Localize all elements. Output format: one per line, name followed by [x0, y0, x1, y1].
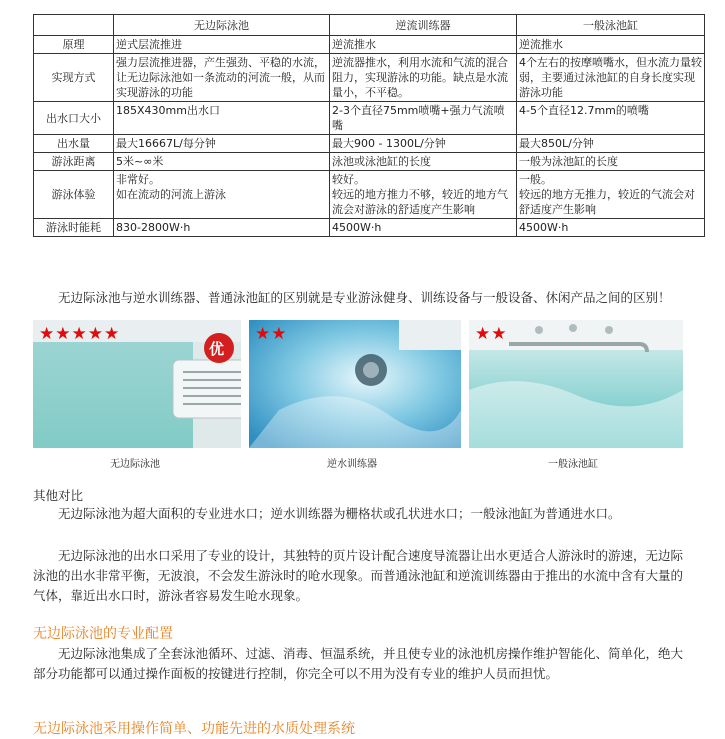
table-row — [34, 102, 705, 135]
table-header-row — [34, 15, 705, 36]
table-row — [34, 219, 705, 237]
table-cell: 逆流推水 — [330, 36, 517, 54]
table-cell: 较好。 较远的地方推力不够，较近的地方气流会对游泳的舒适度产生影响 — [330, 171, 517, 219]
table-cell: 逆式层流推进 — [114, 36, 330, 54]
table-cell: 最大16667L/每分钟 — [114, 135, 330, 153]
rating-stars: ★★ — [475, 324, 508, 344]
table-cell: 4-5个直径12.7mm的喷嘴 — [517, 102, 705, 135]
table-cell: 4个左右的按摩喷嘴水，但水流力量较弱，主要通过泳池缸的自身长度实现游泳功能 — [517, 54, 705, 102]
table-cell: 4500W·h — [330, 219, 517, 237]
table-cell: 最大900 - 1300L/分钟 — [330, 135, 517, 153]
table-cell: 2-3个直径75mm喷嘴+强力气流喷嘴 — [330, 102, 517, 135]
row-label: 出水口大小 — [34, 102, 114, 135]
table-cell: 非常好。 如在流动的河流上游泳 — [114, 171, 330, 219]
table-cell: 一般为泳池缸的长度 — [517, 153, 705, 171]
table-row — [34, 135, 705, 153]
table-cell: 4500W·h — [517, 219, 705, 237]
other-paragraph-1: 无边际泳池为超大面积的专业进水口；逆水训练器为栅格状或孔状进水口；一般泳池缸为普通进水口。 — [58, 506, 621, 521]
header-cell: 逆流训练器 — [330, 15, 517, 36]
comparison-table — [33, 14, 705, 237]
table-cell: 逆流器推水，利用水流和气流的混合阻力，实现游泳的功能。缺点是水流量小，不平稳。 — [330, 54, 517, 102]
table-cell: 最大850L/分钟 — [517, 135, 705, 153]
row-label: 出水量 — [34, 135, 114, 153]
counterflow-trainer-photo — [249, 320, 461, 448]
table-cell: 一般。 较远的地方无推力，较近的气流会对舒适度产生影响 — [517, 171, 705, 219]
comparison-photos — [33, 320, 683, 450]
table-cell: 5米~∞米 — [114, 153, 330, 171]
table-cell: 830-2800W·h — [114, 219, 330, 237]
row-label: 原理 — [34, 36, 114, 54]
row-label: 游泳体验 — [34, 171, 114, 219]
table-row — [34, 171, 705, 219]
best-badge: 优 — [209, 340, 225, 358]
infinity-pool-photo — [33, 320, 241, 448]
table-cell: 泳池或泳池缸的长度 — [330, 153, 517, 171]
photo-caption: 逆水训练器 — [327, 459, 377, 470]
intro-paragraph: 无边际泳池与逆水训练器、普通泳池缸的区别就是专业游泳健身、训练设备与一般设备、休闲产品之间的区别！ — [58, 290, 671, 305]
system-heading: 无边际泳池采用操作简单、功能先进的水质处理系统 — [33, 721, 355, 737]
table-cell: 逆流推水 — [517, 36, 705, 54]
table-cell: 强力层流推进器，产生强劲、平稳的水流，让无边际泳池如一条流动的河流一般，从而实现游泳的功能 — [114, 54, 330, 102]
photo-caption: 一般泳池缸 — [548, 459, 598, 470]
row-label: 实现方式 — [34, 54, 114, 102]
config-paragraph: 无边际泳池集成了全套泳池循环、过滤、消毒、恒温系统，并且使专业的泳池机房操作维护智能化、简单化，绝大部分功能都可以通过操作面板的按键进行控制，你完全可以不用为没有专业的维护人员而担忧。 — [33, 646, 684, 681]
header-cell: 一般泳池缸 — [517, 15, 705, 36]
header-cell — [34, 15, 114, 36]
table-row — [34, 54, 705, 102]
header-cell: 无边际泳池 — [114, 15, 330, 36]
row-label: 游泳距离 — [34, 153, 114, 171]
photo-caption: 无边际泳池 — [110, 459, 160, 470]
standard-pool-photo — [469, 320, 683, 448]
table-cell: 185X430mm出水口 — [114, 102, 330, 135]
other-paragraph-2: 无边际泳池的出水口采用了专业的设计，其独特的页片设计配合速度导流器让出水更适合人游泳时的游速，无边际泳池的出水非常平衡，无波浪，不会发生游泳时的呛水现象。而普通泳池缸和逆流训练器由于推出的水流中含有大量的气体，靠近出水口时，游泳者容易发生呛水现象。 — [33, 548, 684, 603]
row-label: 游泳时能耗 — [34, 219, 114, 237]
config-heading: 无边际泳池的专业配置 — [33, 626, 173, 642]
table-row — [34, 153, 705, 171]
rating-stars: ★★★★★ — [39, 324, 121, 344]
table-row — [34, 36, 705, 54]
other-heading: 其他对比 — [33, 488, 84, 503]
rating-stars: ★★ — [255, 324, 288, 344]
